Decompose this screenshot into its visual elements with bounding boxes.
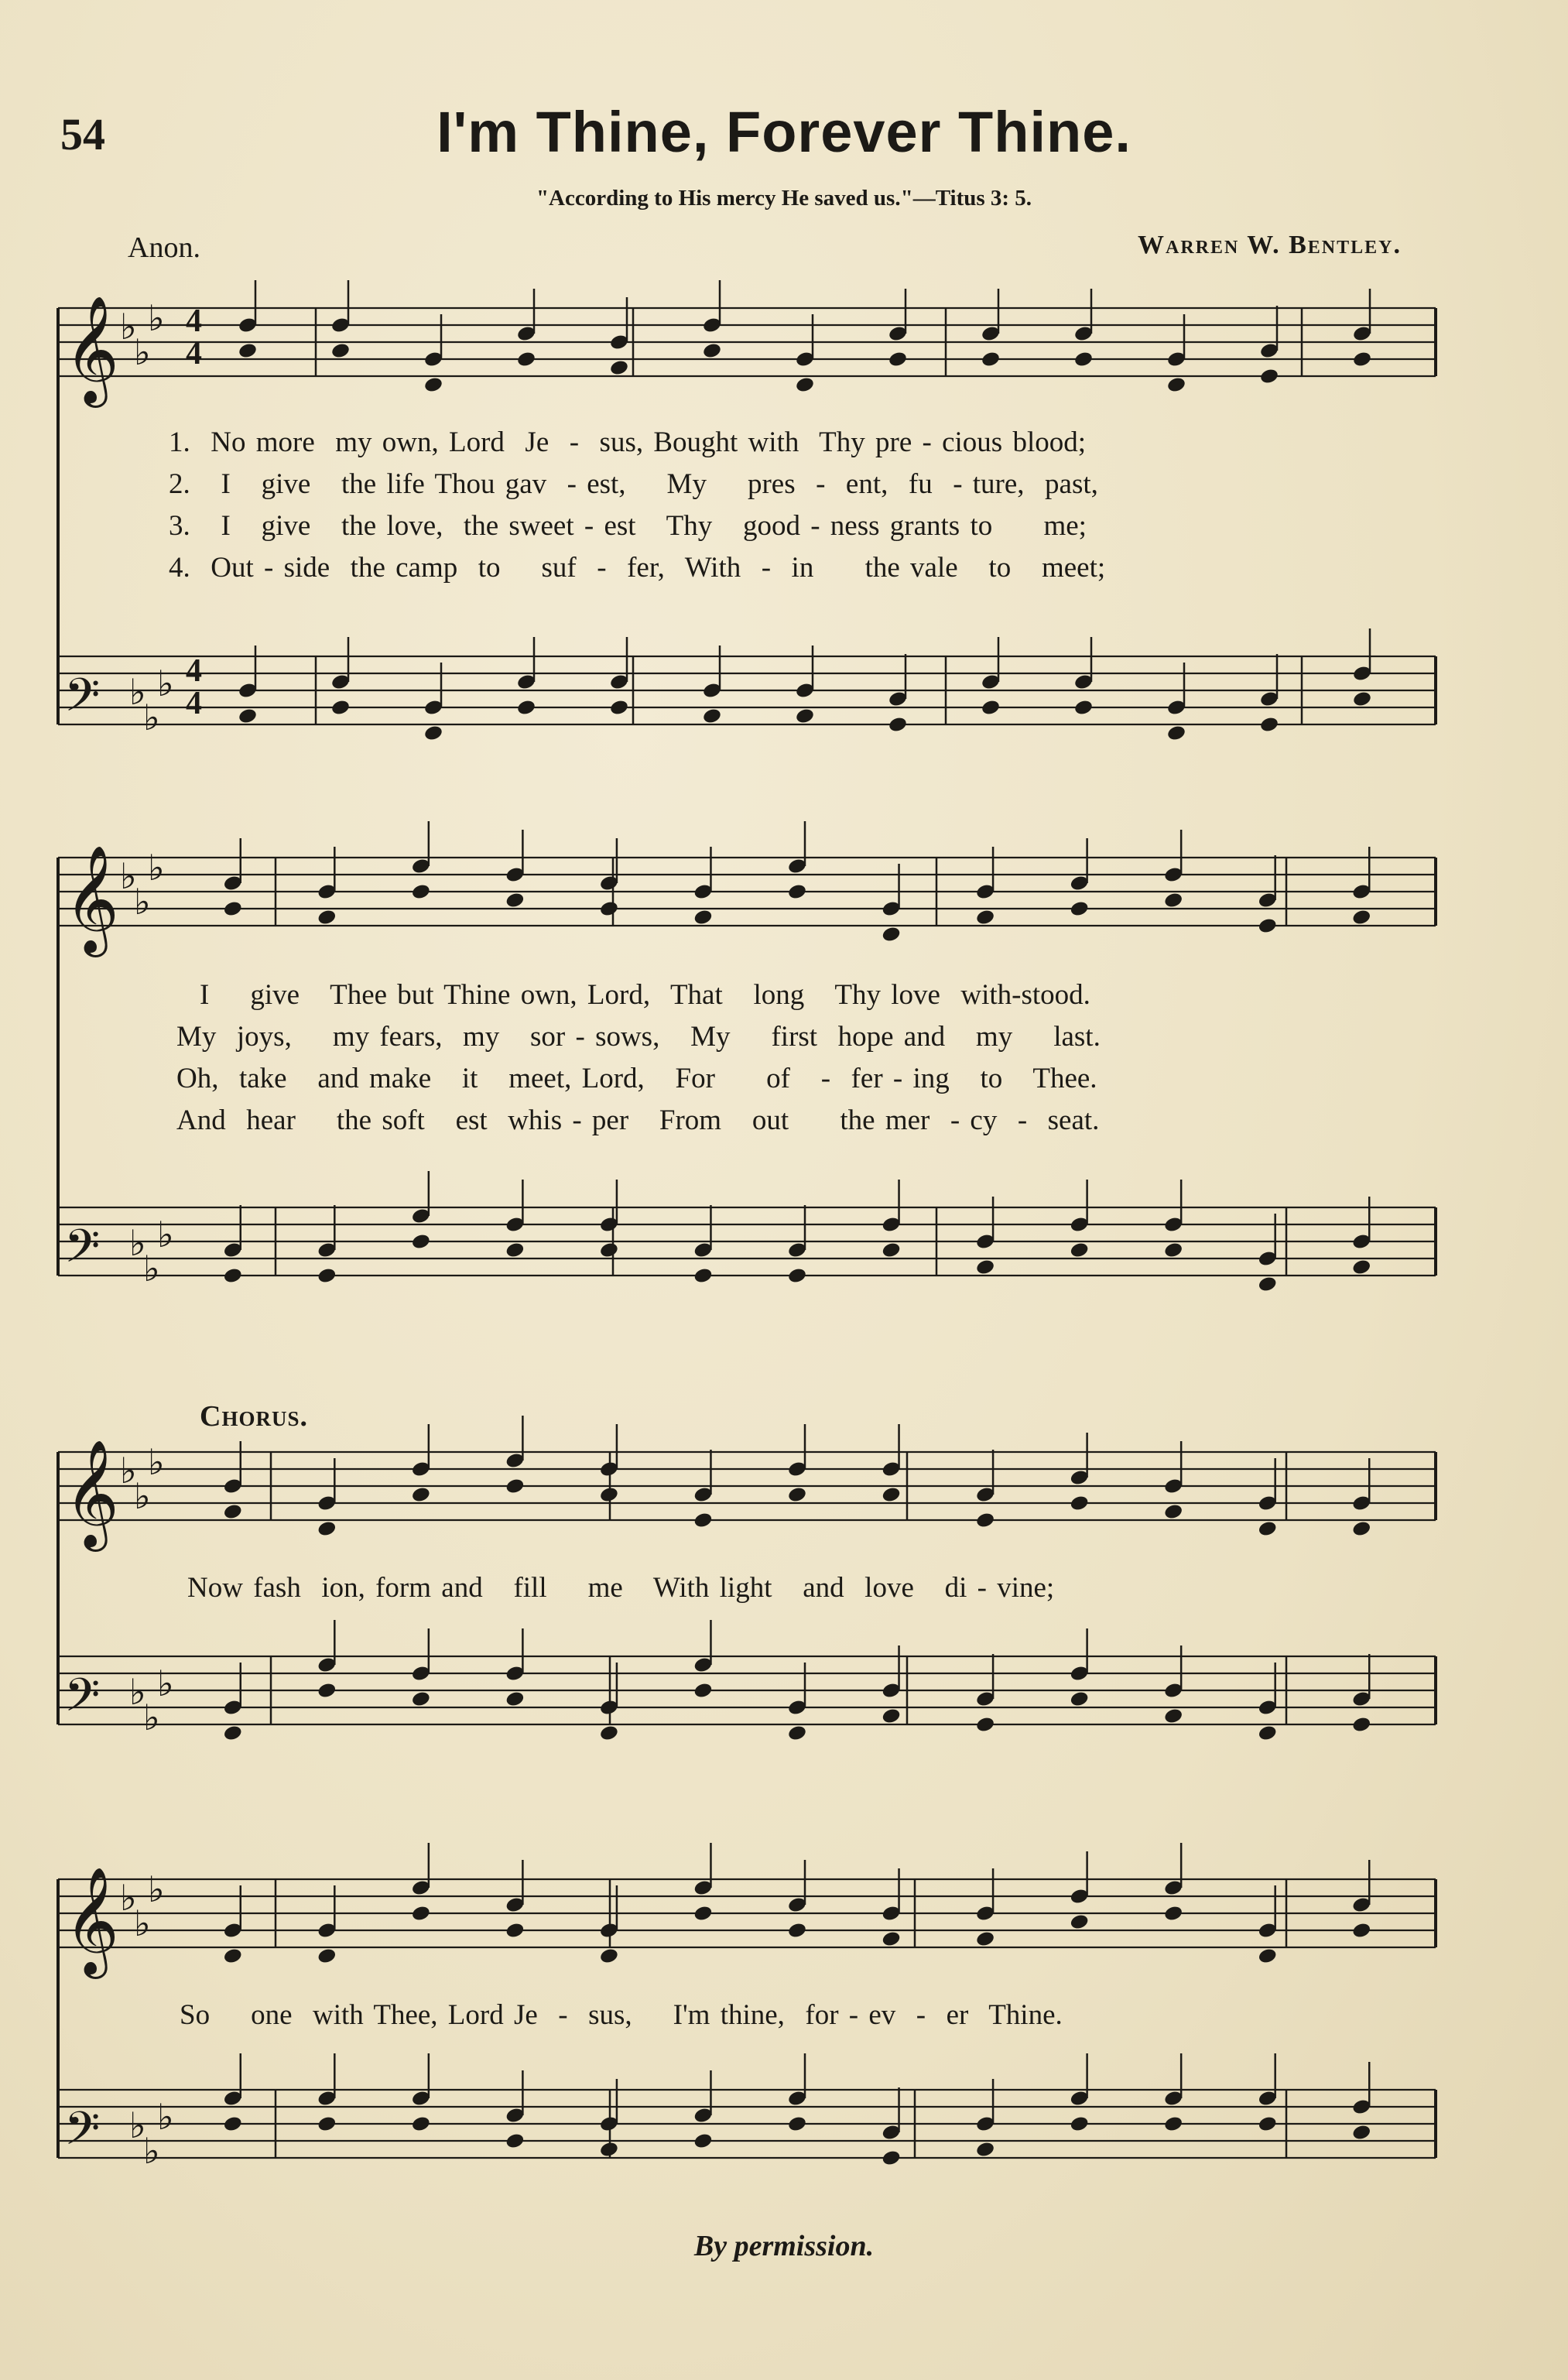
verse-1-line-1: 1. No more my own, Lord Je - sus, Bought with Thy pre - cious blood; [169, 426, 1087, 458]
bass-note [975, 2141, 995, 2159]
bass-note [1070, 2115, 1090, 2133]
hymn-title: I'm Thine, Forever Thine. [437, 100, 1131, 164]
flat-icon: ♭ [148, 847, 165, 889]
flat-icon: ♭ [143, 1248, 160, 1289]
bass-note [1258, 1276, 1278, 1293]
bass-note [1351, 1258, 1371, 1276]
treble-note [1259, 368, 1279, 385]
treble-note [1070, 1495, 1090, 1512]
treble-note [1070, 1913, 1090, 1931]
bass-clef-icon: 𝄢 [64, 1668, 101, 1733]
treble-note [1070, 900, 1090, 918]
bass-note [787, 2115, 807, 2133]
bass-clef-icon: 𝄢 [64, 2101, 101, 2166]
treble-note [693, 909, 713, 926]
treble-note [1351, 909, 1371, 926]
bass-note [223, 1267, 243, 1285]
bass-note [888, 716, 908, 734]
treble-note [693, 1512, 713, 1529]
bass-note [505, 2132, 525, 2150]
flat-icon: ♭ [148, 1441, 165, 1483]
bass-note [975, 1716, 995, 1734]
treble-note [223, 900, 243, 918]
verse-4-line-2: And hear the soft est whis - per From out the mer - cy - seat. [176, 1104, 1100, 1136]
flat-icon: ♭ [120, 1877, 137, 1919]
bass-note [881, 1241, 901, 1259]
bass-note [1352, 690, 1372, 708]
flat-icon: ♭ [148, 297, 165, 339]
treble-note [881, 1486, 901, 1504]
treble-note [609, 359, 629, 377]
treble-note [317, 909, 337, 926]
composer-credit: Warren W. Bentley. [1138, 231, 1402, 259]
treble-note [787, 1922, 807, 1940]
treble-note [505, 1478, 525, 1495]
bass-note [1163, 1707, 1183, 1725]
bass-note [1166, 724, 1186, 742]
flat-icon: ♭ [157, 1663, 174, 1704]
treble-note [223, 1947, 243, 1965]
treble-note [1166, 376, 1186, 394]
flat-icon: ♭ [134, 881, 151, 923]
treble-note [423, 376, 443, 394]
treble-note [599, 1947, 619, 1965]
lyricist-credit: Anon. [128, 231, 200, 264]
bass-clef-icon: 𝄢 [64, 668, 101, 733]
flat-icon: ♭ [157, 663, 174, 704]
bass-note [411, 2115, 431, 2133]
treble-note [881, 926, 901, 943]
treble-note [411, 1905, 431, 1923]
bass-note [330, 699, 351, 717]
flat-icon: ♭ [129, 2104, 146, 2146]
treble-note [1163, 1905, 1183, 1923]
treble-note [1352, 351, 1372, 368]
bass-note [1070, 1241, 1090, 1259]
bass-note [599, 1724, 619, 1742]
treble-clef-icon: 𝄞 [64, 296, 119, 403]
treble-note [795, 376, 815, 394]
bass-note [1259, 716, 1279, 734]
treble-clef-icon: 𝄞 [64, 1867, 119, 1974]
treble-note [238, 342, 258, 360]
treble-note [975, 1512, 995, 1529]
flat-icon: ♭ [143, 2130, 160, 2172]
treble-note [787, 883, 807, 901]
bass-note [223, 1724, 243, 1742]
treble-note [317, 1947, 337, 1965]
verse-2-line-1: 2. I give the life Thou gav - est, My pres - ent, fu - ture, past, [169, 468, 1098, 500]
bass-note [1258, 1724, 1278, 1742]
bass-note [1163, 2115, 1183, 2133]
bass-note [599, 2141, 619, 2159]
flat-icon: ♭ [120, 855, 137, 897]
treble-note [1258, 917, 1278, 935]
bass-note [1073, 699, 1094, 717]
bass-note [516, 699, 536, 717]
treble-note [516, 351, 536, 368]
bass-note [505, 1241, 525, 1259]
bass-note [702, 707, 722, 725]
flat-icon: ♭ [134, 331, 151, 373]
scripture-epigraph: "According to His mercy He saved us."—Titus 3: 5. [536, 186, 1032, 211]
flat-icon: ♭ [157, 2096, 174, 2138]
time-signature: 4 [186, 653, 202, 689]
treble-note [1258, 1520, 1278, 1538]
bass-note [795, 707, 815, 725]
treble-note [505, 1922, 525, 1940]
chorus-label: Chorus. [200, 1400, 308, 1433]
treble-note [1351, 1520, 1371, 1538]
treble-note [330, 342, 351, 360]
bass-note [693, 2132, 713, 2150]
bass-note [411, 1690, 431, 1708]
treble-note [411, 1486, 431, 1504]
treble-note [1073, 351, 1094, 368]
bass-note [693, 1682, 713, 1700]
bass-note [881, 2149, 901, 2167]
treble-note [223, 1503, 243, 1521]
treble-note [975, 1930, 995, 1948]
treble-note [599, 900, 619, 918]
treble-note [975, 909, 995, 926]
bass-clef-icon: 𝄢 [64, 1219, 101, 1284]
bass-note [1163, 1241, 1183, 1259]
treble-note [981, 351, 1001, 368]
treble-note [505, 892, 525, 909]
bass-note [1351, 1716, 1371, 1734]
bass-note [238, 707, 258, 725]
flat-icon: ♭ [129, 1671, 146, 1713]
treble-note [1163, 1503, 1183, 1521]
bass-note [411, 1233, 431, 1251]
verse-4-line-1: 4. Out - side the camp to suf - fer, With - in the vale to meet; [169, 552, 1106, 584]
treble-note [411, 883, 431, 901]
bass-note [505, 1690, 525, 1708]
flat-icon: ♭ [143, 1697, 160, 1738]
verse-1-line-2: I give Thee but Thine own, Lord, That long Thy love with-stood. [200, 979, 1090, 1011]
verse-2-line-2: My joys, my fears, my sor - sows, My first hope and my last. [176, 1021, 1101, 1053]
flat-icon: ♭ [157, 1214, 174, 1255]
bass-note [693, 1267, 713, 1285]
flat-icon: ♭ [120, 1450, 137, 1491]
verse-3-line-1: 3. I give the love, the sweet - est Thy good - ness grants to me; [169, 510, 1087, 542]
bass-note [975, 1258, 995, 1276]
bass-note [223, 2115, 243, 2133]
bass-note [1258, 2115, 1278, 2133]
bass-note [881, 1707, 901, 1725]
bass-note [787, 1267, 807, 1285]
flat-icon: ♭ [134, 1902, 151, 1944]
flat-icon: ♭ [143, 697, 160, 738]
treble-note [881, 1930, 901, 1948]
time-signature: 4 [186, 303, 202, 339]
bass-note [317, 2115, 337, 2133]
time-signature: 4 [186, 686, 202, 721]
treble-note [702, 342, 722, 360]
treble-clef-icon: 𝄞 [64, 845, 119, 953]
bass-note [609, 699, 629, 717]
treble-note [1163, 892, 1183, 909]
treble-note [693, 1905, 713, 1923]
treble-note [317, 1520, 337, 1538]
bass-note [317, 1682, 337, 1700]
treble-note [888, 351, 908, 368]
treble-clef-icon: 𝄞 [64, 1440, 119, 1547]
time-signature: 4 [186, 336, 202, 372]
chorus-line-1: Now fash ion, form and fill me With light and love di - vine; [187, 1572, 1055, 1604]
bass-note [1070, 1690, 1090, 1708]
chorus-line-2: So one with Thee, Lord Je - sus, I'm thine, for - ev - er Thine. [180, 1999, 1063, 2031]
treble-note [1351, 1922, 1371, 1940]
treble-note [787, 1486, 807, 1504]
bass-note [981, 699, 1001, 717]
flat-icon: ♭ [120, 306, 137, 348]
treble-note [1258, 1947, 1278, 1965]
verse-3-line-2: Oh, take and make it meet, Lord, For of - fer - ing to Thee. [176, 1063, 1097, 1094]
bass-note [599, 1241, 619, 1259]
bass-note [317, 1267, 337, 1285]
flat-icon: ♭ [129, 671, 146, 713]
flat-icon: ♭ [134, 1475, 151, 1517]
page-number: 54 [60, 109, 105, 159]
bass-note [423, 724, 443, 742]
permission-footer: By permission. [693, 2230, 875, 2262]
treble-note [599, 1486, 619, 1504]
flat-icon: ♭ [129, 1222, 146, 1264]
flat-icon: ♭ [148, 1868, 165, 1910]
bass-note [1351, 2124, 1371, 2142]
bass-note [787, 1724, 807, 1742]
